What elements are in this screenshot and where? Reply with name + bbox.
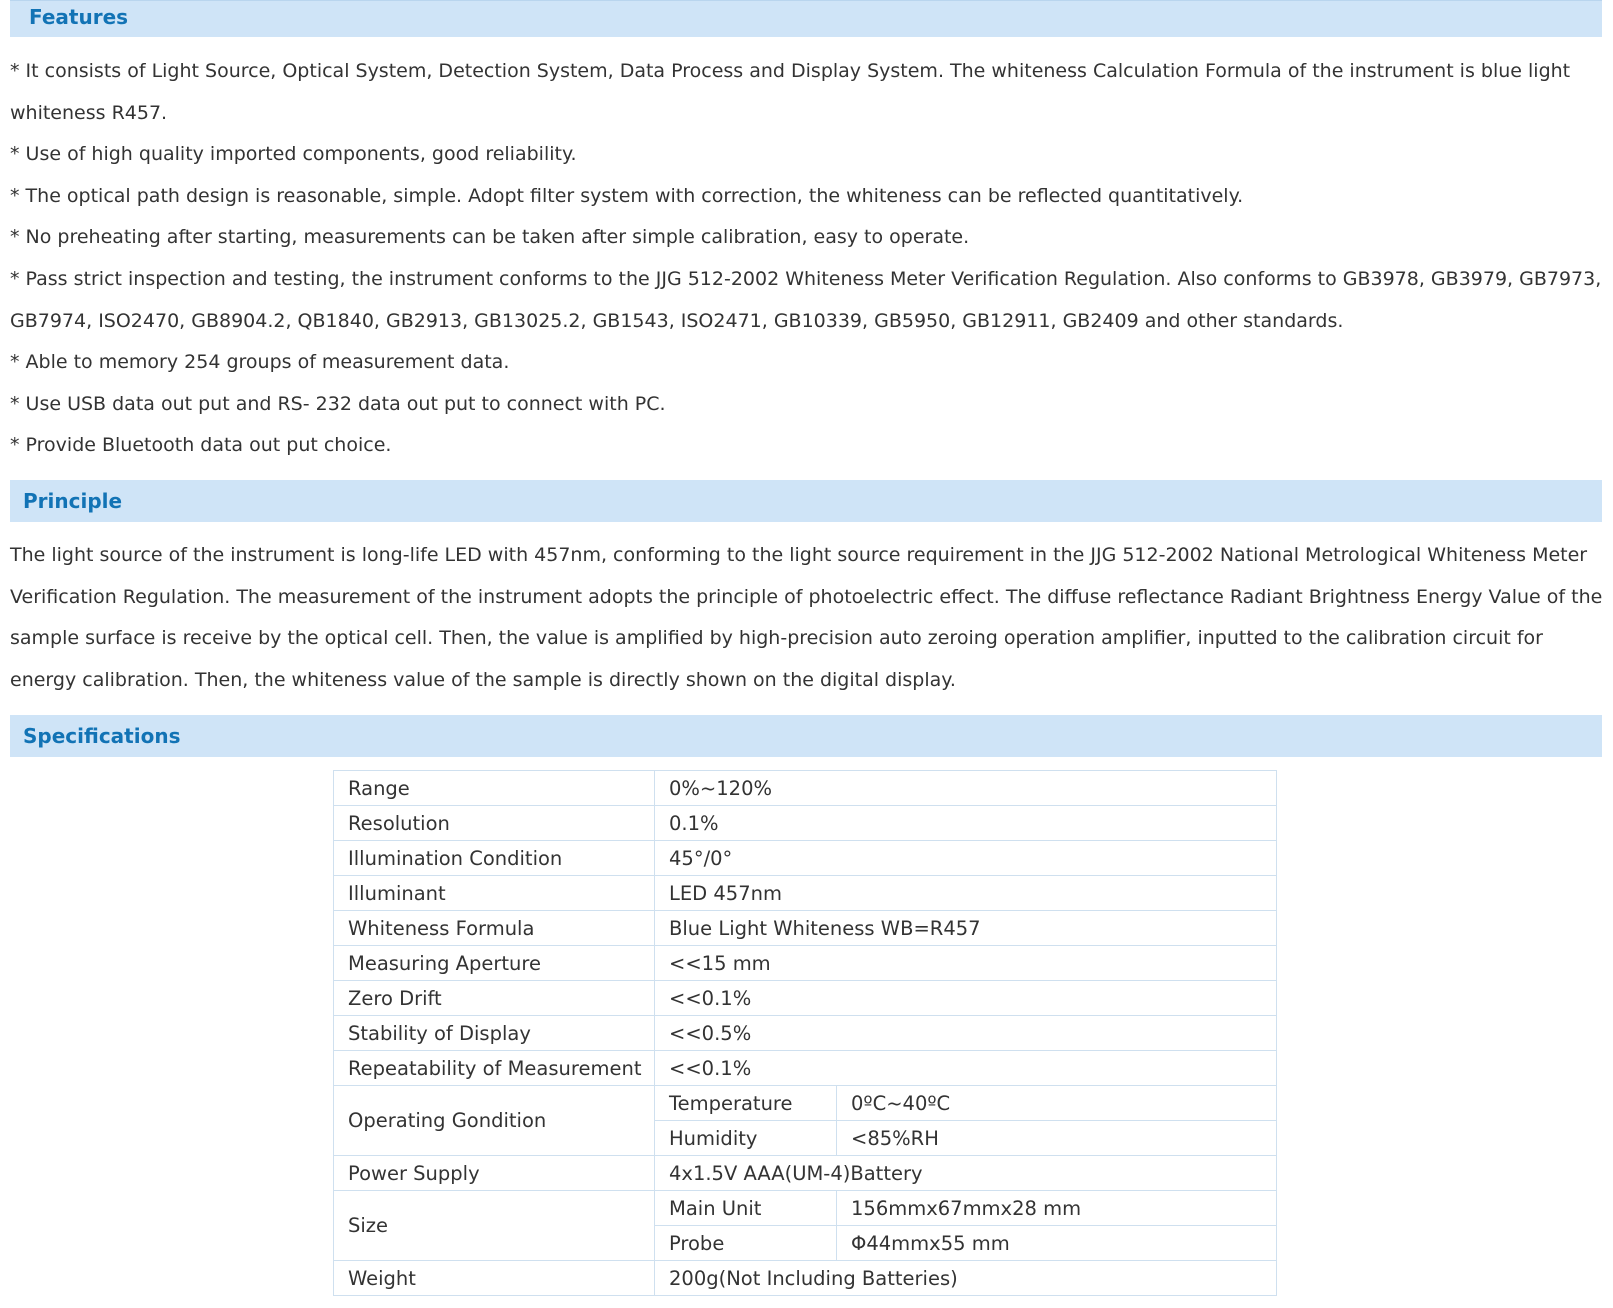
spec-label: Resolution	[334, 806, 655, 841]
spec-value: <<0.1%	[655, 1051, 1277, 1086]
spec-value: 0%~120%	[655, 771, 1277, 806]
feature-item: * Use USB data out put and RS- 232 data out put to connect with PC.	[10, 392, 666, 415]
table-row	[334, 806, 1277, 841]
spec-sub-value: <85%RH	[837, 1121, 1277, 1156]
table-row	[334, 1156, 1277, 1191]
spec-label: Illuminant	[334, 876, 655, 911]
spec-label-operating: Operating Gondition	[334, 1086, 655, 1156]
spec-sub-label: Temperature	[655, 1086, 837, 1121]
spec-value: 200g(Not Including Batteries)	[655, 1261, 1277, 1296]
features-heading: Features	[29, 5, 129, 29]
principle-heading: Principle	[23, 489, 123, 513]
spec-value: Blue Light Whiteness WB=R457	[655, 911, 1277, 946]
spec-sub-label: Probe	[655, 1226, 837, 1261]
spec-label: Weight	[334, 1261, 655, 1296]
spec-value: <<0.1%	[655, 981, 1277, 1016]
spec-sub-value: 156mmx67mmx28 mm	[837, 1191, 1277, 1226]
spec-sub-label: Main Unit	[655, 1191, 837, 1226]
feature-item: * No preheating after starting, measurements can be taken after simple calibration, easy to operate.	[10, 226, 970, 249]
principle-paragraph: The light source of the instrument is long-life LED with 457nm, conforming to the light source requirement in the JJG 512-2002 National Metrological Whiteness Meter Verification Regulation. The measurement of the instrument adopts the principle of photoelectric effect. The diffuse reflectance Radiant Brightness Energy Value of the sample surface is receive by the optical cell. Then, the value is amplified by high-precision auto zeroing operation amplifier, inputted to the calibration circuit for energy calibration. Then, the whiteness value of the sample is directly shown on the digital display.	[10, 544, 1603, 691]
table-row	[334, 771, 1277, 806]
table-row	[334, 946, 1277, 981]
spec-label: Repeatability of Measurement	[334, 1051, 655, 1086]
feature-item: * Able to memory 254 groups of measurement data.	[10, 351, 510, 374]
table-row	[334, 876, 1277, 911]
table-row	[334, 911, 1277, 946]
spec-label: Power Supply	[334, 1156, 655, 1191]
spec-label-size: Size	[334, 1191, 655, 1261]
feature-item: * It consists of Light Source, Optical System, Detection System, Data Process and Display System. The whiteness Calculation Formula of the instrument is blue light whiteness R457.	[10, 60, 1571, 124]
spec-label: Whiteness Formula	[334, 911, 655, 946]
spec-sub-label: Humidity	[655, 1121, 837, 1156]
spec-value: 0.1%	[655, 806, 1277, 841]
principle-header	[10, 480, 1602, 522]
feature-item: * Provide Bluetooth data out put choice.	[10, 434, 392, 457]
spec-label: Stability of Display	[334, 1016, 655, 1051]
table-row	[334, 1191, 1277, 1226]
specifications-heading: Specifications	[23, 724, 181, 748]
spec-sub-value: 0ºC~40ºC	[837, 1086, 1277, 1121]
feature-item: * Use of high quality imported components, good reliability.	[10, 143, 577, 166]
spec-value: <<15 mm	[655, 946, 1277, 981]
specifications-table	[333, 770, 1277, 1296]
spec-value: <<0.5%	[655, 1016, 1277, 1051]
table-row	[334, 1051, 1277, 1086]
spec-value: LED 457nm	[655, 876, 1277, 911]
table-row	[334, 981, 1277, 1016]
spec-label: Measuring Aperture	[334, 946, 655, 981]
spec-value: 45°/0°	[655, 841, 1277, 876]
spec-sub-value: Φ44mmx55 mm	[837, 1226, 1277, 1261]
table-row	[334, 1086, 1277, 1121]
features-header	[10, 0, 1602, 37]
spec-label: Illumination Condition	[334, 841, 655, 876]
table-row	[334, 841, 1277, 876]
feature-item: * Pass strict inspection and testing, the instrument conforms to the JJG 512-2002 Whiteness Meter Verification Regulation. Also conforms to GB3978, GB3979, GB7973, GB7974, ISO2470, GB8904.2, QB1840, GB2913, GB13025.2, GB1543, ISO2471, GB10339, GB5950, GB12911, GB2409 and other standards.	[10, 267, 1602, 332]
table-row	[334, 1016, 1277, 1051]
specifications-header	[10, 715, 1602, 757]
spec-label: Zero Drift	[334, 981, 655, 1016]
spec-value: 4x1.5V AAA(UM-4)Battery	[655, 1156, 1277, 1191]
table-row	[334, 1261, 1277, 1296]
feature-item: * The optical path design is reasonable, simple. Adopt filter system with correction, the whiteness can be reflected quantitatively.	[10, 184, 1244, 207]
spec-label: Range	[334, 771, 655, 806]
features-list	[10, 51, 1602, 467]
